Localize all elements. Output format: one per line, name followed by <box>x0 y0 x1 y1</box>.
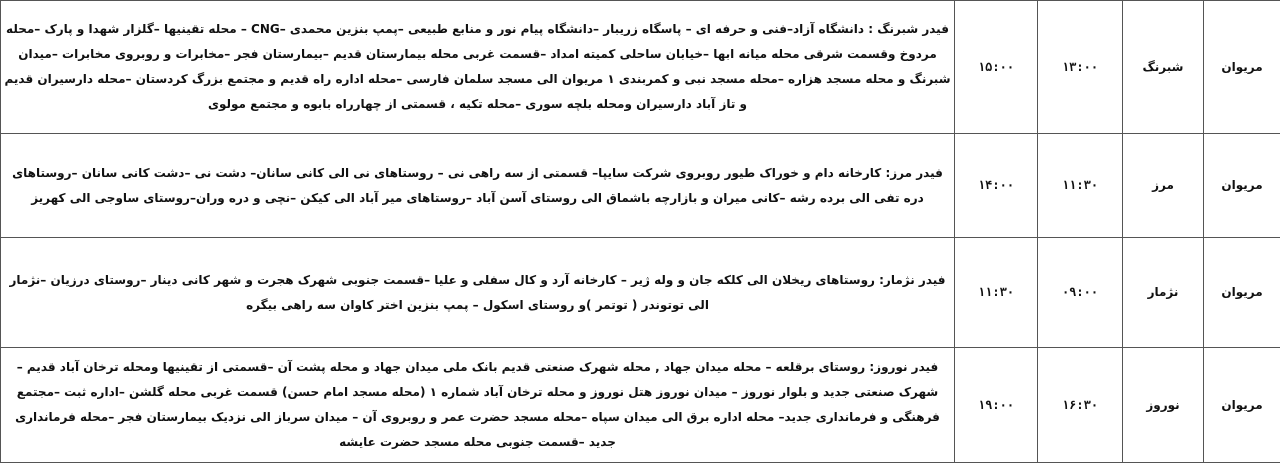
table-row <box>1 134 1280 238</box>
end-time-cell: ۱۴:۰۰ <box>955 134 1038 238</box>
city-cell: مریوان <box>1204 348 1280 463</box>
area-description-cell: فیدر شبرنگ : دانشگاه آزاد–فنی و حرفه ای – پاسگاه زریبار –دانشگاه پیام نور و منابع طبیعی –پمپ بنزین محمدی –CNG – محله تقینیها –گلزار شهدا و پارک –محله مردوخ وقسمت شرقی محله میانه ابها –خیابان ساحلی کمیته امداد –قسمت غربی محله بیمارستان قدیم –بیمارستان فجر –مخابرات و روبروی مخابرات –میدان شبرنگ و محله مسجد هزاره –محله مسجد نبی و کمربندی ۱ مریوان الی مسجد سلمان فارسی –محله اداره راه قدیم و مجتمع بزرگ کردستان –محله دارسیران قدیم و تاز آباد دارسیران ومحله بلچه سوری –محله تکیه ، قسمتی از چهارراه بابوه و مجتمع مولوی <box>1 1 955 134</box>
feeder-cell: نژمار <box>1123 238 1204 348</box>
start-time-cell: ۱۳:۰۰ <box>1038 1 1123 134</box>
start-time-cell: ۱۱:۳۰ <box>1038 134 1123 238</box>
start-time-cell: ۰۹:۰۰ <box>1038 238 1123 348</box>
table-row <box>1 348 1280 463</box>
end-time-cell: ۱۹:۰۰ <box>955 348 1038 463</box>
area-description-cell: فیدر مرز: کارخانه دام و خوراک طیور روبروی شرکت سایپا– قسمتی از سه راهی نی – روستاهای نی الی کانی سانان– دشت نی –دشت کانی سانان –روستاهای دره تفی الی برده رشه –کانی میران و بازارچه باشماق الی روستای آسن آباد –روستاهای میر آباد الی کیکن –نچی و دره وران–روستای ساوجی الی کهریز <box>1 134 955 238</box>
feeder-cell: نوروز <box>1123 348 1204 463</box>
start-time-cell: ۱۶:۳۰ <box>1038 348 1123 463</box>
city-cell: مریوان <box>1204 134 1280 238</box>
end-time-cell: ۱۱:۳۰ <box>955 238 1038 348</box>
area-description-cell: فیدر نژمار: روستاهای ریخلان الی کلکه جان و وله ژیر – کارخانه آرد و کال سفلی و علیا –قسمت جنوبی شهرک هجرت و شهر کانی دینار –روستای درزیان –نژمار الی توتوندر ( توتمر )و روستای اسکول – پمپ بنزین اختر کاوان سه راهی بیگره <box>1 238 955 348</box>
city-cell: مریوان <box>1204 1 1280 134</box>
table-row <box>1 238 1280 348</box>
city-cell: مریوان <box>1204 238 1280 348</box>
feeder-cell: شبرنگ <box>1123 1 1204 134</box>
end-time-cell: ۱۵:۰۰ <box>955 1 1038 134</box>
feeder-cell: مرز <box>1123 134 1204 238</box>
table-row <box>1 1 1280 134</box>
area-description-cell: فیدر نوروز: روستای برقلعه – محله میدان جهاد , محله شهرک صنعتی قدیم بانک ملی میدان جهاد و محله پشت آن –قسمتی از تقینیها ومحله ترخان آباد قدیم –شهرک صنعتی جدید و بلوار نوروز – میدان نوروز هتل نوروز و محله ترخان آباد شماره ۱ (محله مسجد امام حسن) قسمت غربی محله گلشن –اداره ثبت –مجتمع فرهنگی و فرمانداری جدید– محله اداره برق الی میدان سپاه –محله مسجد حضرت عمر و روبروی آن – میدان سرباز الی نزدیک بیمارستان فجر –محله فرمانداری جدید –قسمت جنوبی محله مسجد حضرت عایشه <box>1 348 955 463</box>
